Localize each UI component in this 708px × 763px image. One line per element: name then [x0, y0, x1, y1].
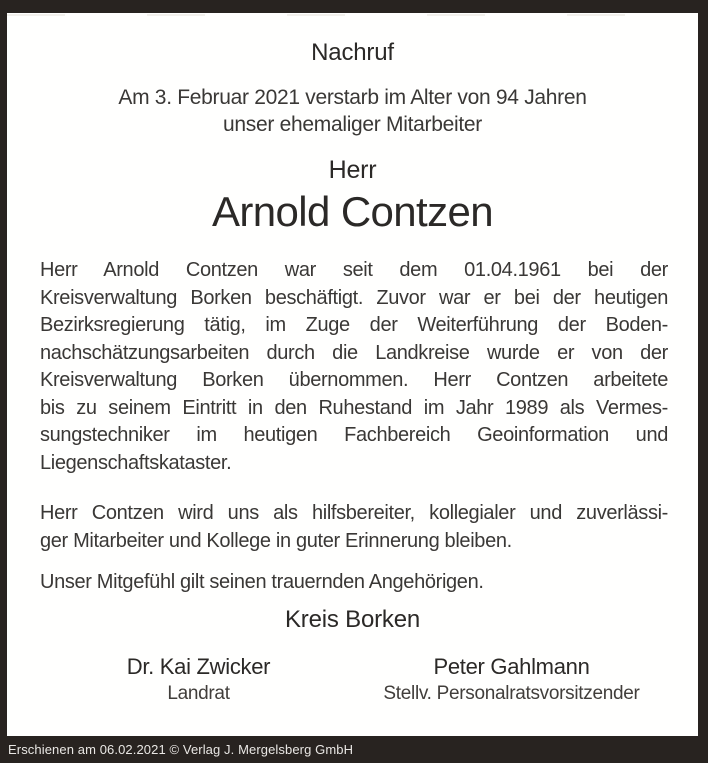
deceased-name: Arnold Contzen [211, 188, 494, 235]
body-line: Herr Arnold Contzen war seit dem 01.04.1961 bei der [40, 259, 668, 281]
body-line: Liegenschaftskataster. [40, 451, 232, 474]
organization-name: Kreis Borken [285, 605, 420, 633]
signature-block-right [355, 653, 668, 704]
salutation: Herr [328, 156, 377, 184]
body-line: bis zu seinem Eintritt in den Ruhestand im Jahr 1989 als Vermes- [40, 396, 668, 419]
body-line: Herr Contzen wird uns als hilfsbereiter, kollegialer und zuverlässi- [40, 502, 668, 524]
signatory-role: Stellv. Personalratsvorsitzender [383, 682, 640, 704]
body-line: Bezirksregierung tätig, im Zuge der Weiterführung der Boden- [40, 314, 668, 336]
intro-line-1: Am 3. Februar 2021 verstarb im Alter von 94 Jahren [118, 86, 587, 109]
obituary-card [7, 13, 698, 736]
signatory-name: Dr. Kai Zwicker [126, 653, 271, 679]
signatory-name: Peter Gahlmann [433, 653, 590, 679]
obituary-paragraph-1 [40, 257, 668, 477]
body-line: Kreisverwaltung Borken übernommen. Herr Contzen arbeitete [40, 369, 668, 391]
condolence-line: Unser Mitgefühl gilt seinen trauernden Angehörigen. [40, 571, 484, 593]
footer-credit: Erschienen am 06.02.2021 © Verlag J. Mergelsberg GmbH [8, 742, 354, 757]
obituary-paragraph-2 [40, 500, 668, 555]
signatory-role: Landrat [167, 682, 230, 704]
intro-block [7, 84, 698, 138]
body-line: Kreisverwaltung Borken beschäftigt. Zuvor war er bei der heutigen [40, 286, 668, 309]
signature-block-left [42, 653, 355, 704]
intro-line-2: unser ehemaliger Mitarbeiter [223, 113, 482, 136]
obituary-title: Nachruf [311, 39, 394, 66]
signature-row [7, 653, 698, 704]
body-line: ger Mitarbeiter und Kollege in guter Erinnerung bleiben. [40, 529, 512, 552]
body-line: nachschätzungsarbeiten durch die Landkreise wurde er von der [40, 341, 668, 364]
body-line: sungstechniker im heutigen Fachbereich Geoinformation und [40, 424, 668, 446]
